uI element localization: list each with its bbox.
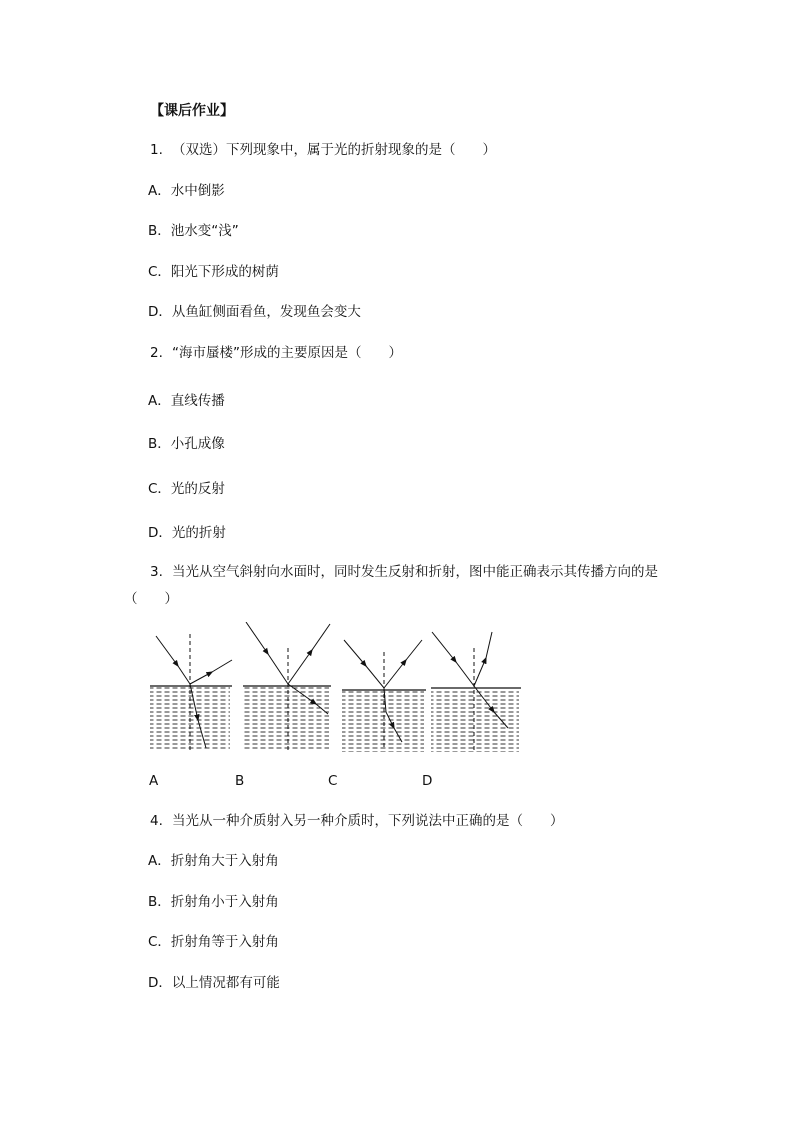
diagram-d bbox=[431, 632, 521, 752]
question-text: 当光从空气斜射向水面时，同时发生反射和折射，图中能正确表示其传播方向的是 bbox=[172, 564, 658, 580]
option-1b: B．池水变“浅” bbox=[148, 223, 239, 239]
question-number: 1. bbox=[150, 142, 163, 158]
option-2c: C．光的反射 bbox=[148, 481, 225, 497]
question-3 bbox=[150, 563, 658, 581]
diagram-b bbox=[243, 622, 331, 751]
question-4 bbox=[150, 812, 564, 830]
option-1a: A．水中倒影 bbox=[148, 183, 225, 199]
question-1 bbox=[150, 141, 496, 159]
diagram-label-a: A bbox=[149, 773, 159, 789]
refraction-diagrams bbox=[140, 622, 540, 757]
question-number: 3. bbox=[150, 564, 163, 580]
option-4a: A．折射角大于入射角 bbox=[148, 853, 279, 869]
question-3-continuation: （ ） bbox=[124, 591, 178, 607]
question-2 bbox=[150, 344, 402, 362]
option-2b: B．小孔成像 bbox=[148, 436, 225, 452]
option-1d: D．从鱼缸侧面看鱼，发现鱼会变大 bbox=[148, 304, 361, 320]
option-2d: D．光的折射 bbox=[148, 525, 226, 541]
option-1c: C．阳光下形成的树荫 bbox=[148, 264, 279, 280]
question-text: （双选）下列现象中，属于光的折射现象的是（ ） bbox=[172, 142, 496, 158]
diagram-a bbox=[150, 634, 232, 751]
question-text: 当光从一种介质射入另一种介质时，下列说法中正确的是（ ） bbox=[172, 813, 564, 829]
question-number: 2. bbox=[150, 345, 163, 361]
question-text: “海市蜃楼”形成的主要原因是（ ） bbox=[172, 345, 402, 361]
option-4c: C．折射角等于入射角 bbox=[148, 934, 279, 950]
section-title: 【课后作业】 bbox=[150, 103, 234, 119]
diagram-label-d: D bbox=[422, 773, 433, 789]
option-4b: B．折射角小于入射角 bbox=[148, 894, 279, 910]
diagram-label-c: C bbox=[328, 773, 338, 789]
option-2a: A．直线传播 bbox=[148, 393, 225, 409]
question-number: 4. bbox=[150, 813, 163, 829]
option-4d: D．以上情况都有可能 bbox=[148, 975, 280, 991]
diagram-c bbox=[342, 640, 426, 752]
diagram-label-b: B bbox=[235, 773, 245, 789]
